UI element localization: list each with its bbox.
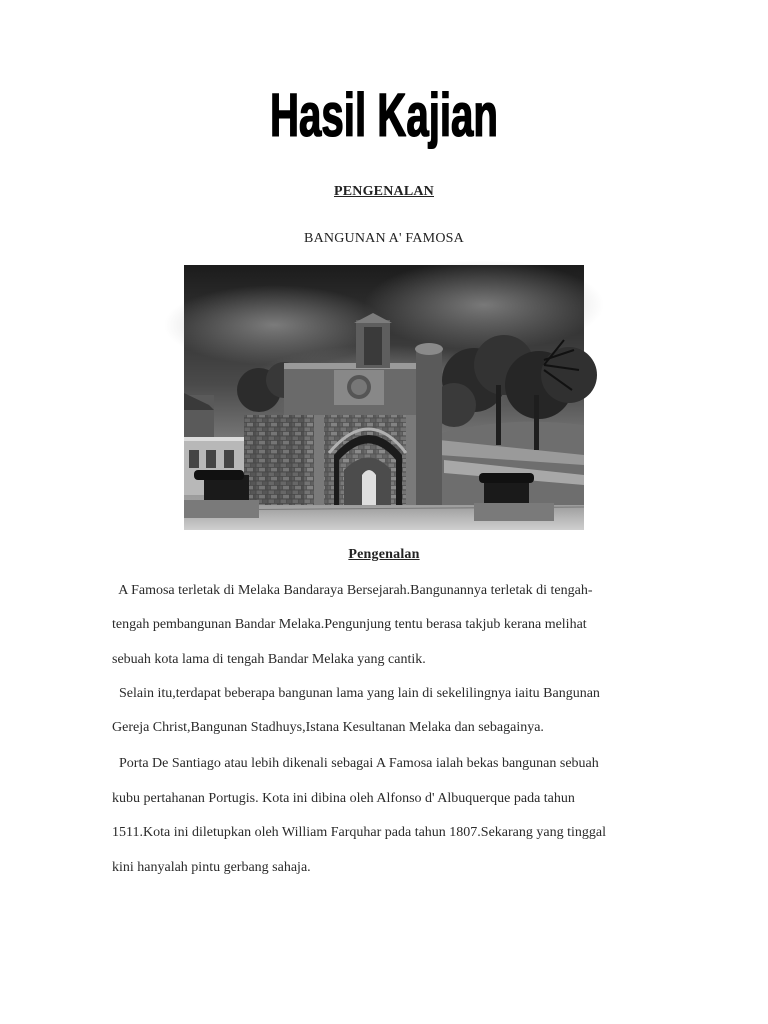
paragraph-line: kini hanyalah pintu gerbang sahaja.	[112, 860, 311, 875]
paragraph-line: A Famosa terletak di Melaka Bandaraya Bersejarah.Bangunannya terletak di tengah-	[112, 583, 593, 598]
subtitle-bangunan: BANGUNAN A' FAMOSA	[304, 231, 464, 246]
a-famosa-photo	[184, 265, 584, 530]
wordart-title-text: Hasil Kajian	[270, 81, 498, 150]
paragraph-line: Selain itu,terdapat beberapa bangunan lama yang lain di sekelilingnya iaitu Bangunan	[112, 686, 600, 701]
heading-pengenalan: PENGENALAN	[333, 184, 434, 199]
paragraph-line: 1511.Kota ini diletupkan oleh William Farquhar pada tahun 1807.Sekarang yang tinggal	[112, 825, 606, 840]
paragraph-line: sebuah kota lama di tengah Bandar Melaka yang cantik.	[112, 652, 426, 667]
paragraph-line: Porta De Santiago atau lebih dikenali sebagai A Famosa ialah bekas bangunan sebuah	[112, 756, 599, 771]
wordart-title	[262, 81, 506, 156]
paragraph-line: Gereja Christ,Bangunan Stadhuys,Istana Kesultanan Melaka dan sebagainya.	[112, 720, 544, 735]
paragraph-line: tengah pembangunan Bandar Melaka.Pengunjung tentu berasa takjub kerana melihat	[112, 617, 587, 632]
paragraph-line: kubu pertahanan Portugis. Kota ini dibina oleh Alfonso d' Albuquerque pada tahun	[112, 791, 575, 806]
section-heading-pengenalan: Pengenalan	[348, 547, 420, 562]
